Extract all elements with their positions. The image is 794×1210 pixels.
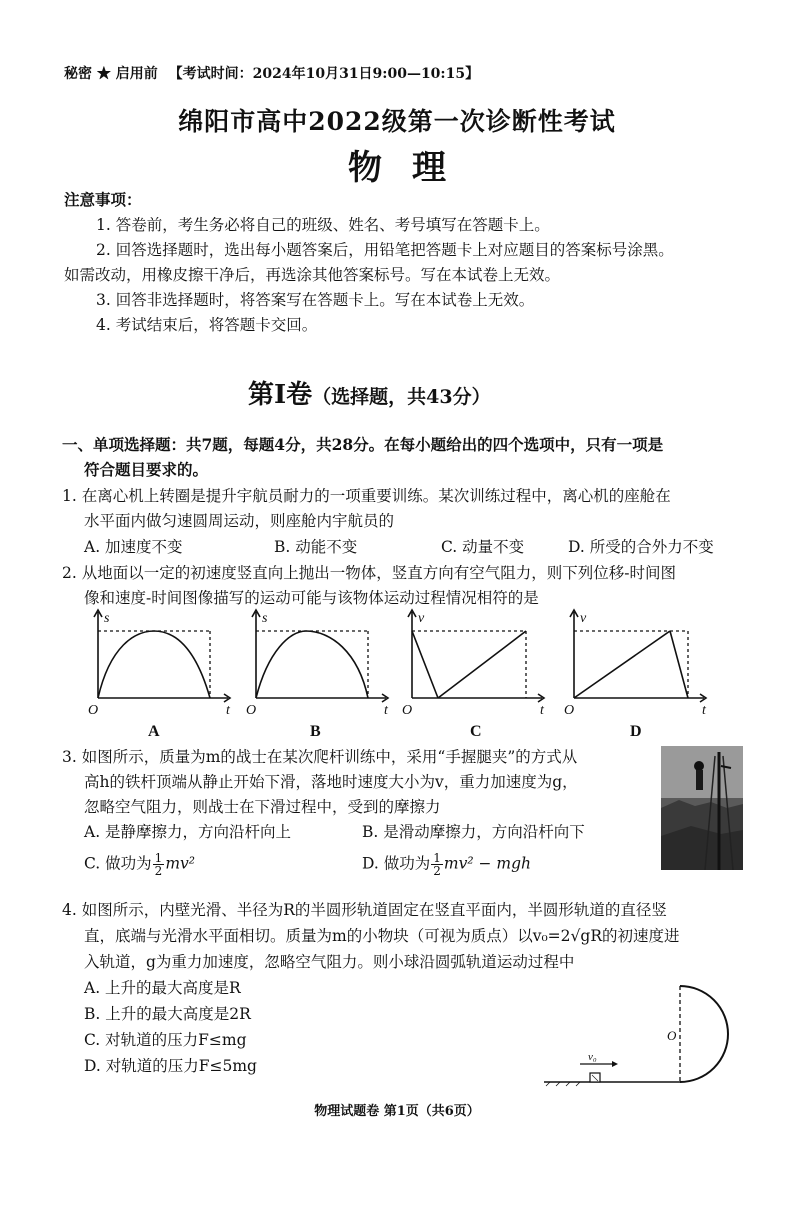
q1-stem: 1. 在离心机上转圈是提升宇航员耐力的一项重要训练。某次训练过程中，离心机的座舱在 [62,487,671,505]
q3-stem-cont2: 忽略空气阻力，则战士在下滑过程中，受到的摩擦力 [84,798,441,816]
q3-option-d [362,852,531,877]
q3-option-c [84,852,195,877]
q1-stem-cont: 水平面内做匀速圆周运动，则座舱内宇航员的 [84,512,395,530]
q1-option-a: A. 加速度不变 [84,538,183,556]
graph-c-xlabel: t [540,703,544,718]
q4-option-c: C. 对轨道的压力F≤mg [84,1031,247,1049]
header-line [64,63,479,83]
q3-stem-cont: 高h的铁杆顶端从静止开始下滑，落地时速度大小为v，重力加速度为g， [84,773,578,791]
graph-c-line-up [412,631,438,698]
graph-d-origin: O [564,703,575,718]
note-item: 3. 回答非选择题时，将答案写在答题卡上。写在本试卷上无效。 [96,291,535,309]
q3-option-a: A. 是静摩擦力，方向沿杆向上 [84,823,292,841]
note-item: 1. 答卷前，考生务必将自己的班级、姓名、考号填写在答题卡上。 [96,216,550,234]
q4-option-d: D. 对轨道的压力F≤5mg [84,1057,257,1075]
graph-b-letter: B [310,723,321,740]
graph-c-letter: C [470,723,482,740]
secret-label: 秘密 ★ 启用前 [64,66,158,82]
block [590,1073,600,1082]
q3-option-d-prefix: D. 做功为 [362,854,431,873]
notes-heading: 注意事项： [64,190,142,209]
q4-stem-cont: 直，底端与光滑水平面相切。质量为m的小物块（可视为质点）以v₀=2√gR的初速度进 [84,927,680,945]
q4-stem-cont2: 入轨道，g为重力加速度，忽略空气阻力。则小球沿圆弧轨道运动过程中 [84,953,575,971]
section-title: 第Ⅰ卷 [248,380,313,410]
note-item: 4. 考试结束后，将答题卡交回。 [96,316,318,334]
pole-climbing-photo [661,746,743,870]
exam-title: 绵阳市高中2022级第一次诊断性考试 [178,107,616,136]
graph-a [94,610,230,702]
semicircle-track [680,986,728,1082]
semicircle-track-figure [540,980,740,1090]
graph-b [252,610,388,702]
graph-d-letter: D [630,723,642,740]
fraction-half: $\frac{1}{2}$ [154,851,163,878]
graph-a-ylabel: s [104,611,110,626]
q4-option-a: A. 上升的最大高度是R [84,979,241,997]
q2-stem: 2. 从地面以一定的初速度竖直向上抛出一物体，竖直方向有空气阻力，则下列位移-时间图 [62,564,676,582]
graph-a-origin: O [88,703,99,718]
q1-option-c: C. 动量不变 [441,538,525,556]
q1-option-d: D. 所受的合外力不变 [568,538,714,556]
q4-stem: 4. 如图所示，内壁光滑、半径为R的半圆形轨道固定在竖直平面内，半圆形轨道的直径竖 [62,901,667,919]
q3-option-b: B. 是滑动摩擦力，方向沿杆向下 [362,823,585,841]
graph-a-curve [98,631,210,698]
exam-time: 【考试时间：2024年10月31日9:00—10:15】 [168,66,480,82]
page-footer: 物理试题卷 第1页（共6页） [314,1104,480,1119]
graph-b-origin: O [246,703,257,718]
graph-a-xlabel: t [226,703,230,718]
graph-c-line-down [438,631,526,698]
fraction-half: $\frac{1}{2}$ [433,851,441,878]
graph-b-curve [256,631,368,698]
graph-c [408,610,544,702]
graph-d-ylabel: v [580,611,587,626]
q1-option-b: B. 动能不变 [274,538,358,556]
part1-heading-cont: 符合题目要求的。 [84,460,209,479]
graph-d-line-up [574,631,670,698]
q4-option-b: B. 上升的最大高度是2R [84,1005,251,1023]
subject-title: 物理 [348,148,476,188]
q2-stem-cont: 像和速度-时间图像描写的运动可能与该物体运动过程情况相符的是 [84,589,539,607]
q3-option-c-prefix: C. 做功为 [84,854,152,873]
v0-label: v₀ [588,1051,597,1063]
center-o-label: O [667,1028,677,1043]
graph-d-line-down [670,631,688,698]
q3-option-d-expr: mv² − mgh [443,854,531,873]
q2-graphs [80,606,730,742]
graph-d [570,610,706,702]
graph-b-ylabel: s [262,611,268,626]
q3-option-c-expr: mv² [165,854,195,873]
graph-c-ylabel: v [418,611,425,626]
note-item: 如需改动，用橡皮擦干净后，再选涂其他答案标号。写在本试卷上无效。 [64,266,561,284]
section-title-row [248,374,491,411]
section-subtitle: （选择题，共43分） [312,386,491,408]
graph-c-origin: O [402,703,413,718]
graph-a-letter: A [148,723,160,740]
graph-b-xlabel: t [384,703,388,718]
graph-d-xlabel: t [702,703,706,718]
note-item: 2. 回答选择题时，选出每小题答案后，用铅笔把答题卡上对应题目的答案标号涂黑。 [96,241,674,259]
q3-stem: 3. 如图所示，质量为m的战士在某次爬杆训练中，采用“手握腿夹”的方式从 [62,748,578,766]
part1-heading: 一、单项选择题：共7题，每题4分，共28分。在每小题给出的四个选项中，只有一项是 [62,435,664,454]
